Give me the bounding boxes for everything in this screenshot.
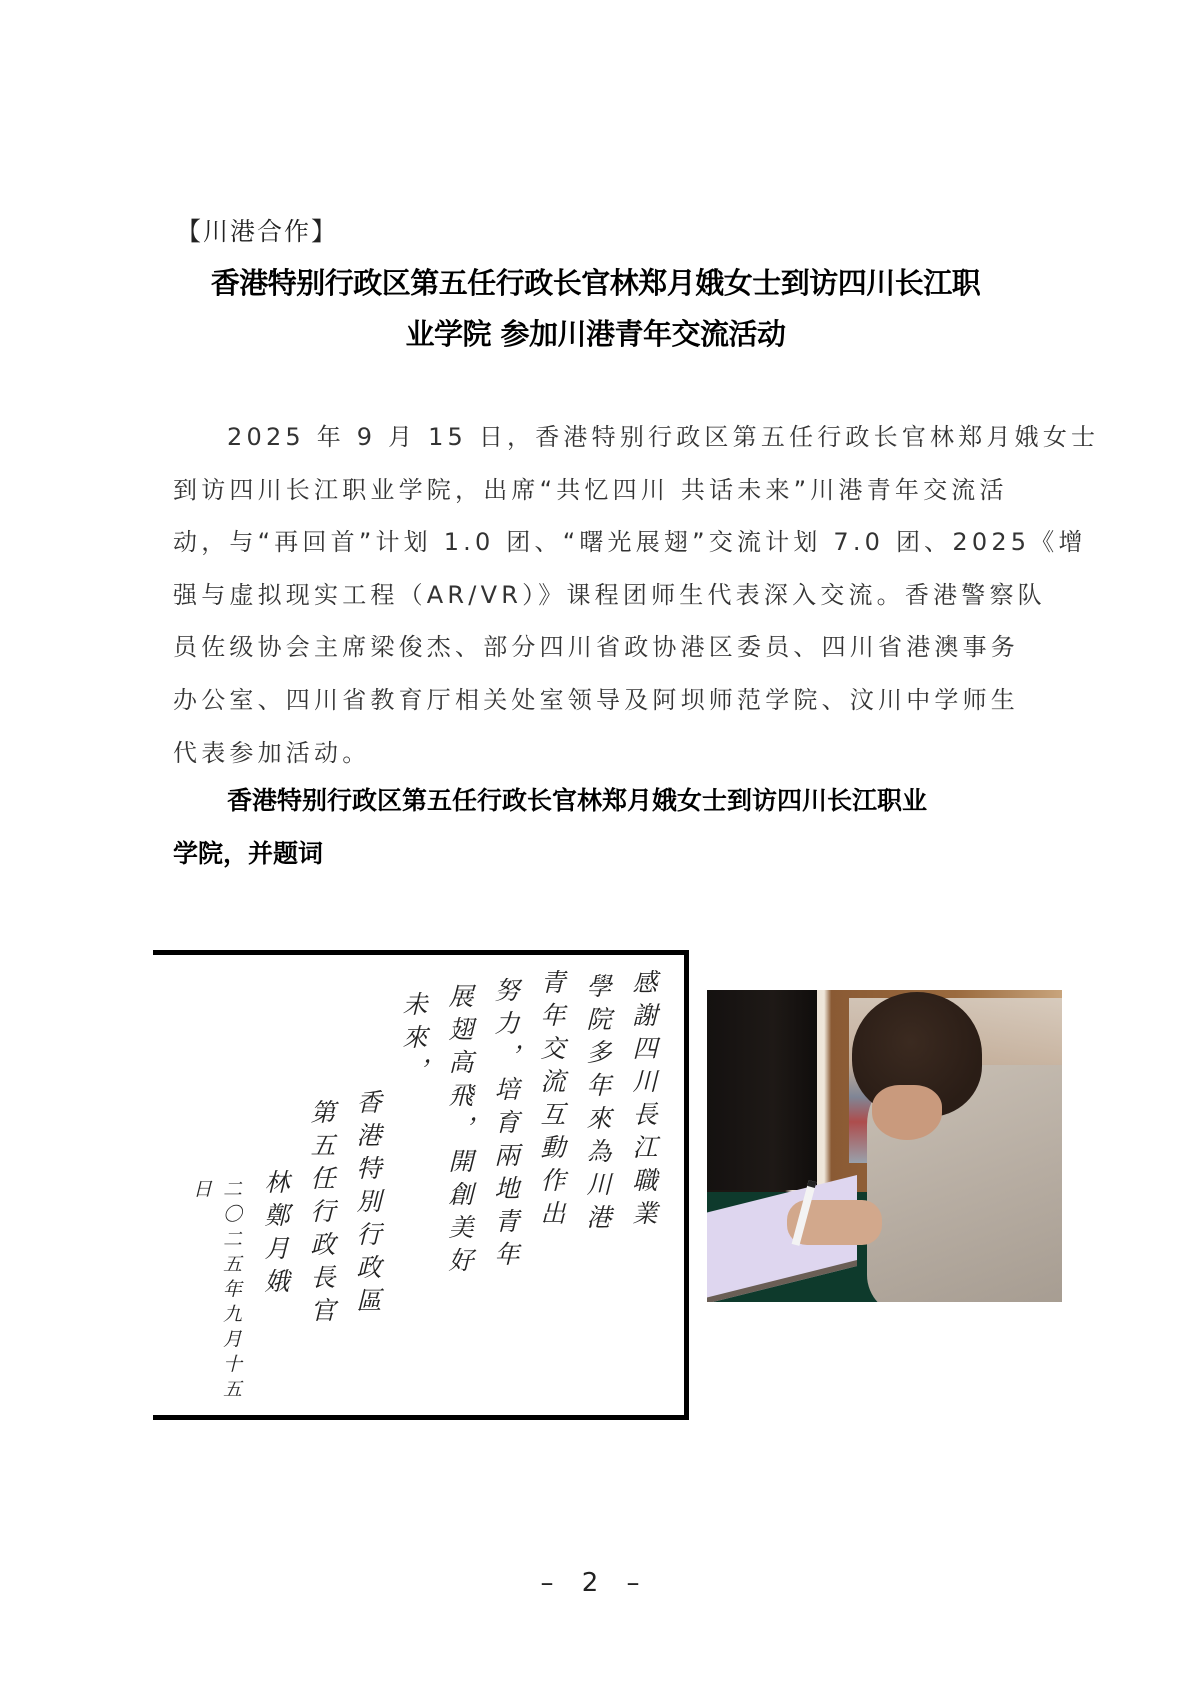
body-line: 员佐级协会主席梁俊杰、部分四川省政协港区委员、四川省港澳事务 [173,633,1019,662]
signing-photo [707,990,1062,1302]
photo-standing-person [707,990,817,1190]
inscription-column: 展翅高飛，開創美好 [445,983,474,1280]
subheading-line: 学院，并题词 [173,839,324,868]
subheading-line: 香港特别行政区第五任行政长官林郑月娥女士到访四川长江职业 [227,786,928,815]
body-line: 动，与“再回首”计划 1.0 团、“曙光展翅”交流计划 7.0 团、2025《增 [173,528,1087,557]
inscription-column: 努力，培育兩地青年 [491,977,520,1274]
inscription-column: 未來， [399,991,428,1090]
inscription-column: 學院多年來為川港 [583,973,612,1237]
body-line: 到访四川长江职业学院，出席“共忆四川 共话未来”川港青年交流活 [173,475,1008,504]
body-line: 2025 年 9 月 15 日，香港特别行政区第五任行政长官林郑月娥女士 [227,423,1100,451]
inscription-date: 二〇二五年九月十五日 [190,1179,242,1404]
title-line: 香港特别行政区第五任行政长官林郑月娥女士到访四川长江职 [210,266,981,300]
body-line: 代表参加活动。 [173,738,371,767]
figure-subheading [173,774,1018,880]
title-line: 业学院 参加川港青年交流活动 [405,317,786,351]
inscription-signature-name: 林鄭月娥 [261,1169,290,1301]
inscription-signature-title: 第五任行政長官 [307,1099,336,1330]
calligraphy-inscription-image [153,950,689,1420]
body-line: 强与虚拟现实工程（AR/VR）》课程团师生代表深入交流。香港警察队 [173,580,1046,609]
inscription-column: 感謝四川長江職業 [629,969,658,1233]
page-number: – 2 – [540,1568,650,1598]
section-tag: 【川港合作】 [176,217,339,246]
page-title [173,258,1018,360]
inscription-columns [186,969,666,1405]
inscription-column: 青年交流互動作出 [537,969,566,1233]
inscription-signature-title: 香港特別行政區 [353,1089,382,1320]
photo-face [872,1085,942,1140]
body-line: 办公室、四川省教育厅相关处室领导及阿坝师范学院、汶川中学师生 [173,685,1019,714]
body-paragraph [173,411,1100,779]
